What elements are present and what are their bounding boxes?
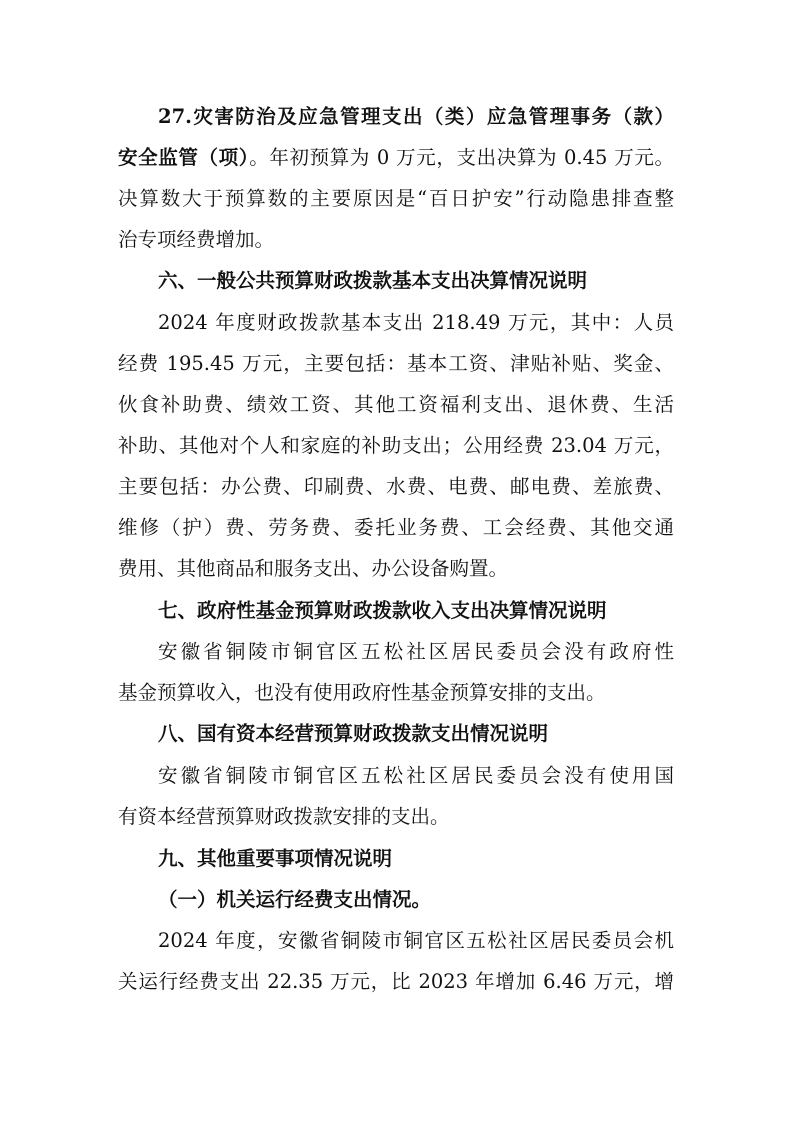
section6-line6: 维修（护）费、劳务费、委托业务费、工会经费、其他交通 bbox=[118, 516, 674, 539]
item27-line4: 治专项经费增加。 bbox=[118, 228, 275, 251]
item27-line2-rest: 。年初预算为 0 万元，支出决算为 0.45 万元。 bbox=[249, 146, 674, 169]
section6-line1: 2024 年度财政拨款基本支出 218.49 万元，其中：人员 bbox=[158, 311, 674, 334]
section7-heading: 七、政府性基金预算财政拨款收入支出决算情况说明 bbox=[158, 599, 607, 622]
section6-heading: 六、一般公共预算财政拨款基本支出决算情况说明 bbox=[158, 269, 588, 292]
section6-line7: 费用、其他商品和服务支出、办公设备购置。 bbox=[118, 557, 509, 580]
section8-line2: 有资本经营预算财政拨款安排的支出。 bbox=[118, 805, 450, 828]
item27-line2 bbox=[118, 144, 674, 172]
item27-line2-bold: 安全监管（项） bbox=[118, 146, 250, 169]
section9-heading: 九、其他重要事项情况说明 bbox=[158, 847, 393, 870]
section6-line4: 补助、其他对个人和家庭的补助支出；公用经费 23.04 万元， bbox=[118, 434, 674, 457]
section6-line5: 主要包括：办公费、印刷费、水费、电费、邮电费、差旅费、 bbox=[118, 475, 674, 498]
item27-line3: 决算数大于预算数的主要原因是“百日护安”行动隐患排查整 bbox=[118, 187, 674, 210]
item27-line1: 27.灾害防治及应急管理支出（类）应急管理事务（款） bbox=[158, 105, 674, 128]
section9-line2: 关运行经费支出 22.35 万元，比 2023 年增加 6.46 万元，增 bbox=[118, 970, 674, 993]
section6-line3: 伙食补助费、绩效工资、其他工资福利支出、退休费、生活 bbox=[118, 393, 674, 416]
section9-line1: 2024 年度，安徽省铜陵市铜官区五松社区居民委员会机 bbox=[158, 929, 674, 952]
section7-line2: 基金预算收入，也没有使用政府性基金预算安排的支出。 bbox=[118, 681, 606, 704]
section9-subheading: （一）机关运行经费支出情况。 bbox=[158, 888, 432, 911]
section7-line1: 安徽省铜陵市铜官区五松社区居民委员会没有政府性 bbox=[158, 640, 674, 663]
section6-line2: 经费 195.45 万元，主要包括：基本工资、津贴补贴、奖金、 bbox=[118, 352, 674, 375]
section8-heading: 八、国有资本经营预算财政拨款支出情况说明 bbox=[158, 722, 549, 745]
section8-line1: 安徽省铜陵市铜官区五松社区居民委员会没有使用国 bbox=[158, 764, 674, 787]
